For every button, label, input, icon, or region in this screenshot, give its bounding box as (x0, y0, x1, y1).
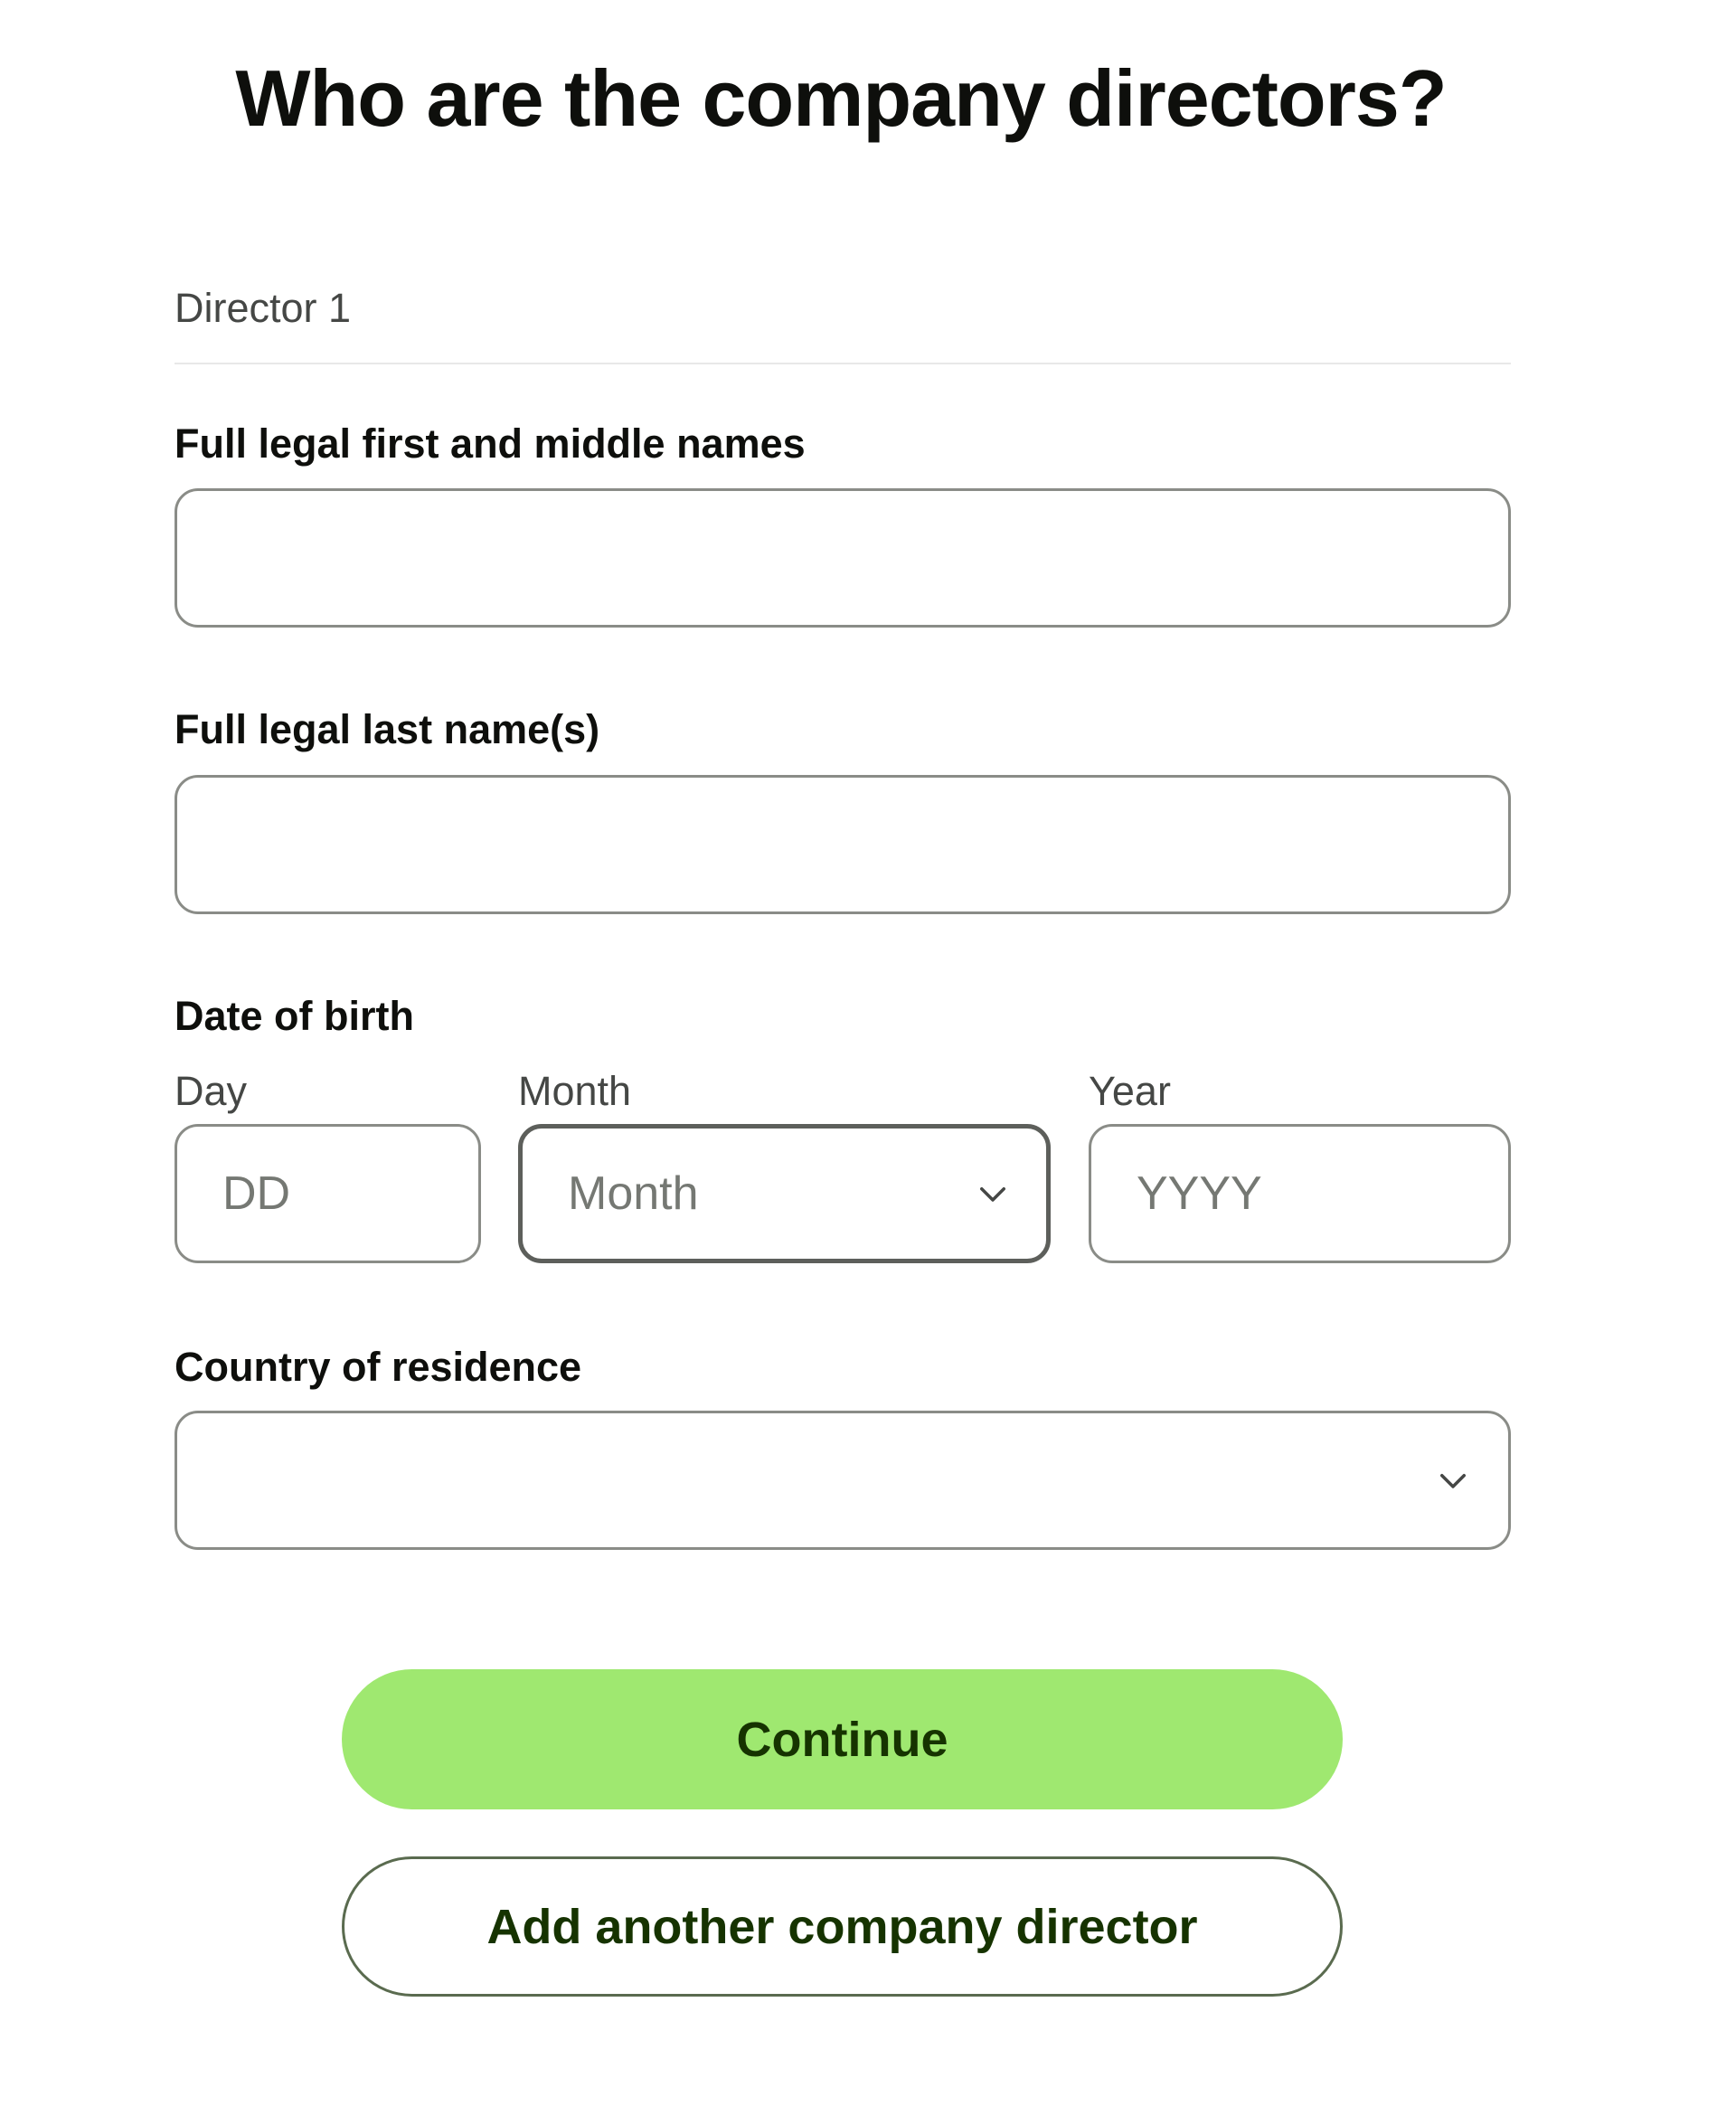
chevron-down-icon (1434, 1461, 1472, 1499)
dob-year-placeholder: YYYY (1137, 1167, 1262, 1220)
first-names-input[interactable] (175, 488, 1511, 628)
last-name-label: Full legal last name(s) (175, 706, 600, 752)
add-director-button[interactable] (342, 1856, 1343, 1997)
first-names-label: Full legal first and middle names (175, 420, 806, 467)
section-divider (175, 363, 1511, 364)
dob-year-input[interactable] (1089, 1124, 1511, 1263)
director-section-label: Director 1 (175, 285, 352, 331)
dob-label: Date of birth (175, 993, 414, 1039)
continue-button[interactable] (342, 1669, 1343, 1809)
dob-day-input[interactable] (175, 1124, 481, 1263)
add-director-button-label: Add another company director (486, 1899, 1198, 1954)
country-select[interactable] (175, 1411, 1511, 1550)
dob-day-placeholder: DD (222, 1167, 291, 1220)
chevron-down-icon (974, 1175, 1012, 1213)
dob-month-label: Month (518, 1068, 632, 1114)
dob-month-select[interactable] (518, 1124, 1051, 1263)
last-name-input[interactable] (175, 775, 1511, 914)
dob-year-label: Year (1089, 1068, 1171, 1114)
dob-day-label: Day (175, 1068, 248, 1114)
continue-button-label: Continue (736, 1712, 948, 1767)
dob-month-selected: Month (568, 1167, 699, 1220)
page-title: Who are the company directors? (235, 53, 1447, 143)
country-label: Country of residence (175, 1344, 582, 1390)
